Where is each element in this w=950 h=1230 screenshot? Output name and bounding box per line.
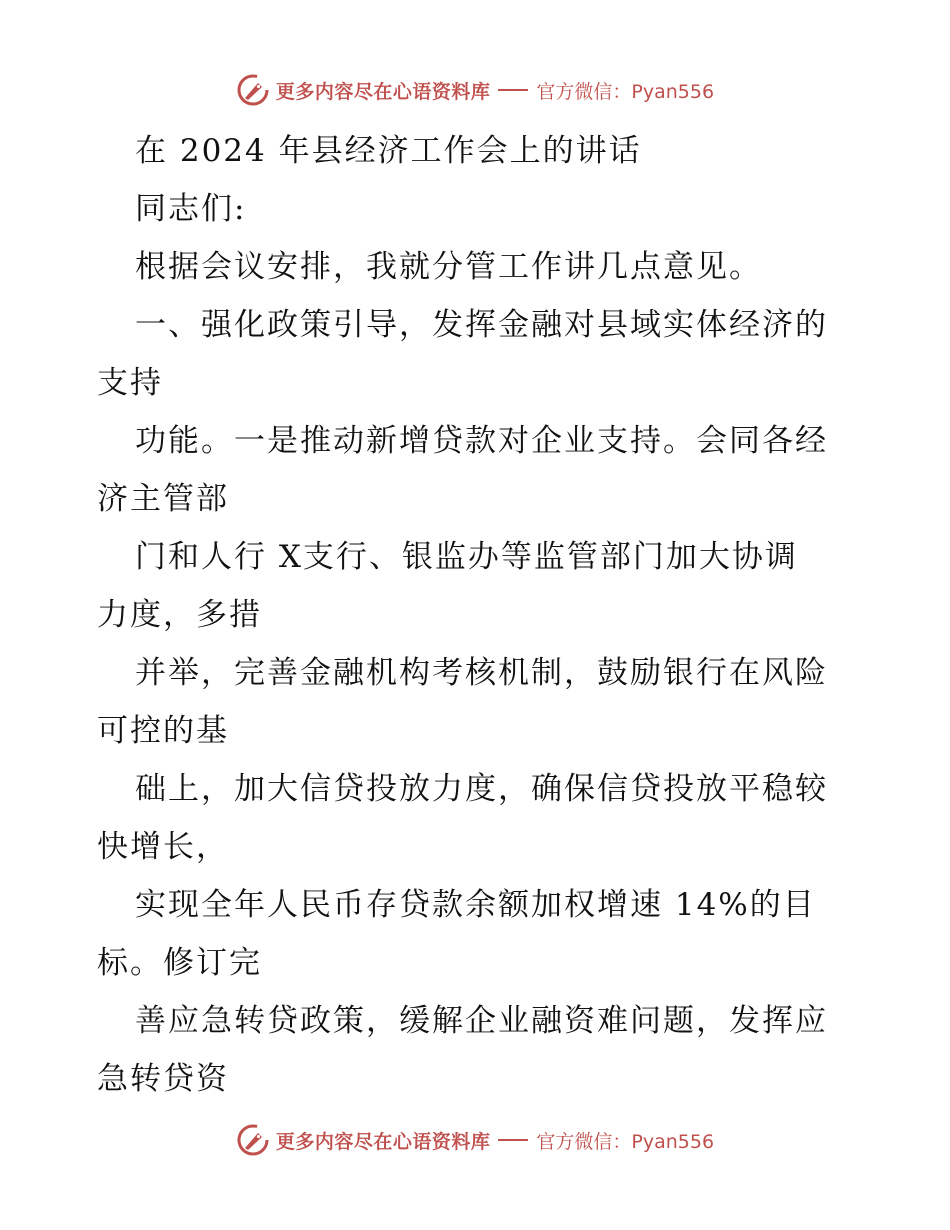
document-title: 在 2024 年县经济工作会上的讲话 xyxy=(135,133,642,169)
paragraph-line: 支持 xyxy=(97,365,163,401)
paragraph-line: 急转贷资 xyxy=(97,1061,229,1097)
pen-nib-logo-icon xyxy=(236,1123,270,1157)
banner-text: 更多内容尽在心语资料库 xyxy=(275,80,491,103)
paragraph-line: 快增长， xyxy=(97,829,229,865)
paragraph-line: 可控的基 xyxy=(97,713,229,749)
banner-account: 官方微信：Pyan556 xyxy=(536,1130,715,1153)
paragraph-line: 济主管部 xyxy=(97,481,229,517)
paragraph-line: 实现全年人民币存贷款余额加权增速 14%的目 xyxy=(135,887,816,923)
banner-text: 更多内容尽在心语资料库 xyxy=(275,1130,491,1153)
paragraph-line: 根据会议安排，我就分管工作讲几点意见。 xyxy=(135,249,762,285)
paragraph-line: 功能。一是推动新增贷款对企业支持。会同各经 xyxy=(135,423,828,459)
paragraph-line: 础上，加大信贷投放力度，确保信贷投放平稳较 xyxy=(135,771,828,807)
paragraph-line: 同志们: xyxy=(135,191,247,227)
paragraph-line: 门和人行 X支行、银监办等监管部门加大协调 xyxy=(135,539,798,575)
paragraph-line: 力度，多措 xyxy=(97,597,262,633)
paragraph-line: 并举，完善金融机构考核机制，鼓励银行在风险 xyxy=(135,655,828,691)
paragraph-line: 标。修订完 xyxy=(97,945,262,981)
header-banner xyxy=(0,70,950,110)
document-body xyxy=(97,122,857,1108)
banner-dash xyxy=(498,1139,528,1141)
paragraph-line: 善应急转贷政策，缓解企业融资难问题，发挥应 xyxy=(135,1003,828,1039)
paragraph-line: 一、强化政策引导，发挥金融对县域实体经济的 xyxy=(135,307,828,343)
banner-account: 官方微信：Pyan556 xyxy=(536,80,715,103)
pen-nib-logo-icon xyxy=(236,73,270,107)
footer-banner xyxy=(0,1120,950,1160)
banner-dash xyxy=(498,89,528,91)
